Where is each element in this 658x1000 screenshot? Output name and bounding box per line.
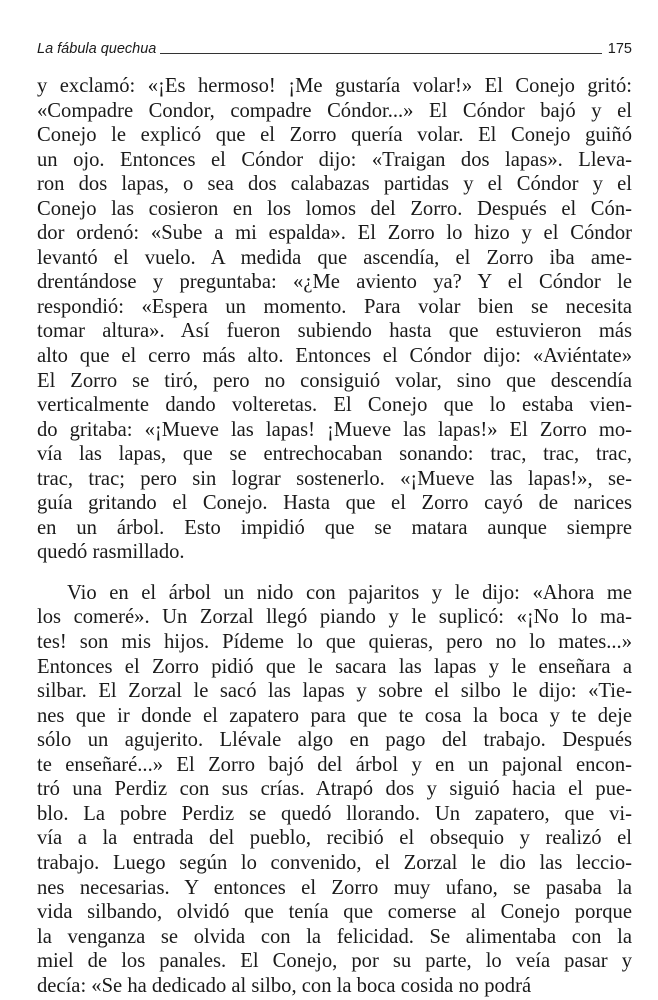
- text-line: la venganza se olvida con la felicidad. Se alimentaba con la: [37, 925, 632, 948]
- text-line: en un árbol. Esto impidió que se matara aunque siempre: [37, 516, 632, 539]
- paragraph: [37, 581, 632, 998]
- text-line: El Zorro se tiró, pero no consiguió volar, sino que descendía: [37, 369, 632, 392]
- text-line: miel de los panales. El Conejo, por su parte, lo veía pasar y: [37, 950, 632, 973]
- text-line: trabajo. Luego según lo convenido, el Zorzal le dio las leccio-: [37, 851, 632, 874]
- text-line: Conejo le explicó que el Zorro quería volar. El Conejo guiñó: [37, 124, 632, 147]
- text-line: guía gritando el Conejo. Hasta que el Zorro cayó de narices: [37, 492, 632, 515]
- text-line: trac, trac; pero sin lograr sostenerlo. «¡Mueve las lapas!», se-: [37, 467, 632, 490]
- text-line: verticalmente dando volteretas. El Conejo que lo estaba vien-: [37, 394, 632, 417]
- text-line: vía a la entrada del pueblo, recibió el obsequio y realizó el: [37, 827, 632, 850]
- text-line: silbar. El Zorzal le sacó las lapas y sobre el silbo le dijo: «Tie-: [37, 680, 632, 703]
- text-line: blo. La pobre Perdiz se quedó llorando. Un zapatero, que vi-: [37, 802, 632, 825]
- body-text: [37, 74, 632, 998]
- text-line: Entonces el Zorro pidió que le sacara las lapas y le enseñara a: [37, 655, 632, 678]
- text-line: «Compadre Condor, compadre Cóndor...» El Cóndor bajó y el: [37, 99, 632, 122]
- text-line: vida silbando, olvidó que tenía que comerse al Conejo porque: [37, 901, 632, 924]
- text-line: los comeré». Un Zorzal llegó piando y le suplicó: «¡No lo ma-: [37, 606, 632, 629]
- text-line: respondió: «Espera un momento. Para volar bien se necesita: [37, 295, 632, 318]
- paragraph: [37, 74, 632, 565]
- text-line: vía las lapas, que se entrechocaban sonando: trac, trac, trac,: [37, 443, 632, 466]
- text-line: Conejo las cosieron en los lomos del Zorro. Después el Cón-: [37, 197, 632, 220]
- text-line: Vio en el árbol un nido con pajaritos y le dijo: «Ahora me: [67, 581, 632, 604]
- text-line: alto que el cerro más alto. Entonces el Cóndor dijo: «Aviéntate»: [37, 345, 632, 368]
- running-header: [37, 36, 632, 58]
- text-line: tes! son mis hijos. Pídeme lo que quieras, pero no lo mates...»: [37, 631, 632, 654]
- text-line: drentándose y preguntaba: «¿Me aviento ya? Y el Cóndor le: [37, 271, 632, 294]
- text-line: te enseñaré...» El Zorro bajó del árbol y en un pajonal encon-: [37, 753, 632, 776]
- text-line: nes necesarias. Y entonces el Zorro muy ufano, se pasaba la: [37, 876, 632, 899]
- text-line: y exclamó: «¡Es hermoso! ¡Me gustaría volar!» El Conejo gritó:: [37, 75, 632, 97]
- text-line: sólo un agujerito. Llévale algo en pago del trabajo. Después: [37, 729, 632, 752]
- text-line: do gritaba: «¡Mueve las lapas! ¡Mueve las lapas!» El Zorro mo-: [37, 418, 632, 441]
- paragraph-gap: [37, 565, 632, 581]
- page-number: 175: [607, 41, 632, 57]
- text-line: tró una Perdiz con sus crías. Atrapó dos y siguió hacia el pue-: [37, 778, 632, 801]
- text-line: ron dos lapas, o sea dos calabazas partidas y el Cóndor y el: [37, 173, 632, 196]
- text-line: un ojo. Entonces el Cóndor dijo: «Traigan dos lapas». Lleva-: [37, 148, 632, 171]
- running-title: La fábula quechua: [37, 41, 157, 57]
- header-rule: [160, 53, 601, 54]
- text-line: decía: «Se ha dedicado al silbo, con la boca cosida no podrá: [37, 974, 532, 997]
- text-line: tomar altura». Así fueron subiendo hasta que estuvieron más: [37, 320, 632, 343]
- text-line: dor ordenó: «Sube a mi espalda». El Zorro lo hizo y el Cóndor: [37, 222, 632, 245]
- text-line: quedó rasmillado.: [37, 541, 185, 564]
- text-line: nes que ir donde el zapatero para que te cosa la boca y te deje: [37, 704, 632, 727]
- text-line: levantó el vuelo. A medida que ascendía, el Zorro iba ame-: [37, 246, 632, 269]
